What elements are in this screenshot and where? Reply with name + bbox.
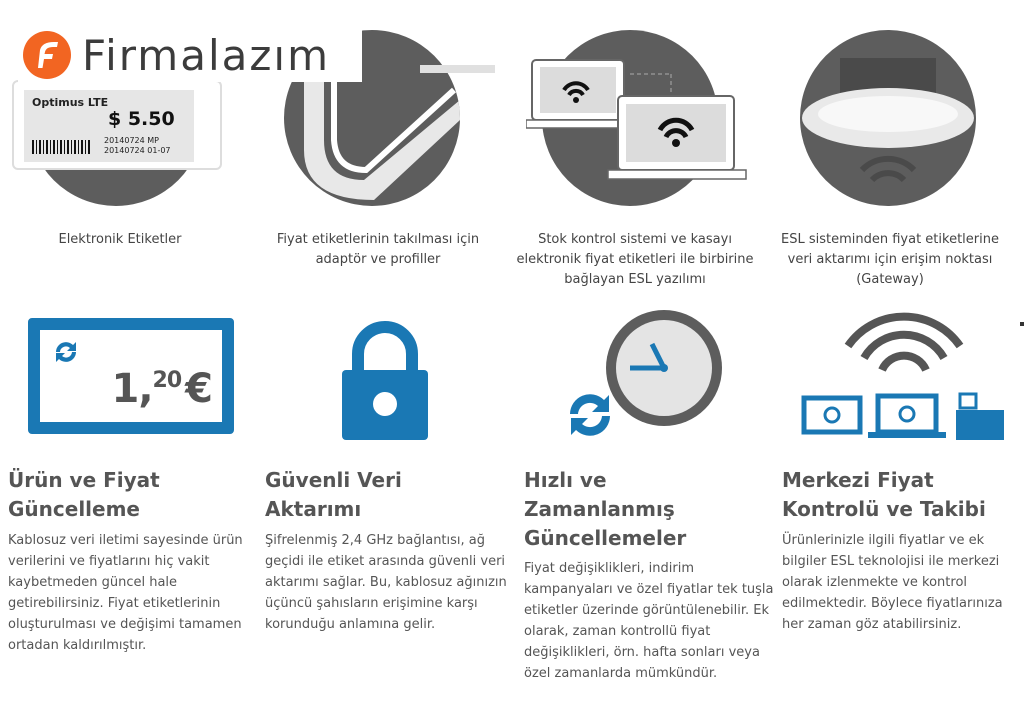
label-code-line-1: 20140724 MP bbox=[104, 136, 159, 145]
edge-divider bbox=[1020, 322, 1024, 326]
caption-electronic-labels: Elektronik Etiketler bbox=[58, 232, 182, 247]
label-product-name: Optimus LTE bbox=[32, 96, 109, 109]
electronic-price-label bbox=[12, 80, 222, 170]
label-code-line-2: 20140724 01-07 bbox=[104, 146, 171, 155]
feature-body-update: Kablosuz veri iletimi sayesinde ürün verilerini ve fiyatlarını hiç vakit kaybetmeden güncel hale getirebilirsiniz. Fiyat etiketlerinin oluşturulması ve değişimi tamamen ortadan kaldırılmıştır. bbox=[8, 533, 243, 653]
feature-body-security: Şifrelenmiş 2,4 GHz bağlantısı, ağ geçidi ile etiket arasında güvenli veri aktarımı sağlar. Bu, kablosuz ağınızın üçüncü şahısların erişimine karşı korunduğu anlamına gelir. bbox=[265, 533, 507, 632]
laptops-wifi-icon bbox=[526, 58, 750, 182]
barcode-icon bbox=[32, 140, 92, 154]
caption-gateway: ESL sisteminden fiyat etiketlerine veri aktarımı için erişim noktası (Gateway) bbox=[781, 232, 999, 287]
feature-body-scheduled: Fiyat değişiklikleri, indirim kampanyaları ve özel fiyatlar tek tuşla etiketler üzerinde görüntülenebilir. Ek olarak, zaman kontrollü fiyat değişiklikleri, örn. hafta sonları veya özel zamanlarda mümkündür. bbox=[524, 561, 774, 681]
gateway-illustration bbox=[800, 30, 976, 206]
profile-rail-icon bbox=[420, 62, 495, 76]
scheduled-update-icon bbox=[558, 308, 732, 448]
refresh-icon bbox=[50, 336, 82, 368]
feature-title-central-control: Merkezi Fiyat Kontrolü ve Takibi bbox=[782, 468, 986, 521]
price-label-update-icon bbox=[28, 318, 234, 434]
brand-name: Firmalazım bbox=[82, 30, 330, 80]
feature-body-central-control: Ürünlerinizle ilgili fiyatlar ve ek bilgiler ESL teknolojisi ile merkezi olarak izlenmekte ve kontrol edilmektedir. Böylece fiyatlarınıza her zaman göz atabilirsiniz. bbox=[782, 533, 1003, 632]
caption-adapters: Fiyat etiketlerinin takılması için adaptör ve profiller bbox=[276, 232, 480, 267]
caption-esl-software: Stok kontrol sistemi ve kasayı elektronik fiyat etiketleri ile birbirine bağlayan ESL yazılımı bbox=[516, 232, 754, 287]
lock-icon bbox=[340, 318, 430, 442]
feature-title-security: Güvenli Veri Aktarımı bbox=[265, 468, 402, 521]
label-screen bbox=[24, 90, 194, 162]
brand-logo[interactable] bbox=[18, 28, 362, 82]
feature-title-update: Ürün ve Fiyat Güncelleme bbox=[8, 468, 160, 521]
orange-f-icon bbox=[22, 30, 72, 80]
feature-title-scheduled: Hızlı ve Zamanlanmış Güncellemeler bbox=[524, 468, 687, 550]
label-price: $ 5.50 bbox=[108, 108, 175, 130]
central-control-icon bbox=[800, 302, 1014, 450]
price-display: 1,20 € bbox=[111, 366, 212, 412]
